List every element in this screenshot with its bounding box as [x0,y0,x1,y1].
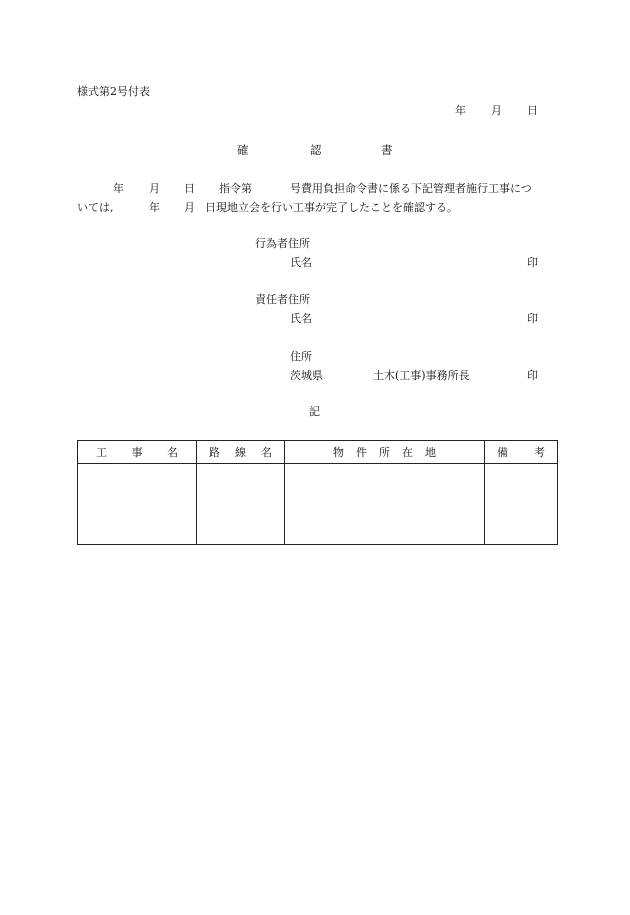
body-year: 年 [113,182,124,195]
actor-address-label: 行為者住所 [255,237,310,250]
header-char: 名 [167,446,178,459]
header-remarks [485,441,558,464]
date-day: 日 [527,104,538,117]
header-char: 所 [379,446,390,459]
header-char: 備 [497,446,508,459]
header-char: 地 [425,446,436,459]
date-year: 年 [455,104,466,117]
office-prefecture: 茨城県 [290,369,323,382]
actor-name-label: 氏名 [290,256,312,269]
record-label: 記 [309,405,320,418]
cell-property-location [285,464,485,545]
cell-remarks [485,464,558,545]
cell-route-name [197,464,285,545]
header-char: 路 [209,446,220,459]
title-char-1: 確 [237,143,249,157]
responsible-name-label: 氏名 [290,312,312,325]
order-number-label: 指令第 [219,182,252,195]
header-char: 事 [131,446,143,459]
title-char-3: 書 [381,143,393,157]
title-char-2: 認 [310,143,322,157]
header-char: 在 [402,446,413,459]
table-header-row [78,441,558,464]
date-month: 月 [491,104,502,117]
cell-work-name [78,464,197,545]
form-number: 様式第2号付表 [77,85,150,98]
header-char: 考 [534,446,545,459]
responsible-address-label: 責任者住所 [255,293,310,306]
office-seal: 印 [527,369,538,382]
header-char: 物 [333,446,344,459]
body-line2-rest: 日現地立会を行い工事が完了したことを確認する。 [205,201,458,214]
header-char: 件 [356,446,367,459]
header-property-location [285,441,485,464]
inspection-month: 月 [184,201,195,214]
actor-seal: 印 [527,256,538,269]
body-month: 月 [149,182,160,195]
inspection-year: 年 [149,201,160,214]
header-char: 名 [261,446,272,459]
body-line2-prefix: いては, [77,201,114,214]
office-address-label: 住所 [290,350,312,363]
body-day: 日 [184,182,195,195]
table-row [78,464,558,545]
responsible-seal: 印 [527,312,538,325]
body-line1-rest: 号費用負担命令書に係る下記管理者施行工事につ [290,182,532,195]
office-title: 土木(工事)事務所長 [373,369,470,382]
header-route-name [197,441,285,464]
works-table [77,440,558,545]
header-char: 線 [235,446,246,459]
header-char: 工 [96,446,107,459]
header-work-name [78,441,197,464]
